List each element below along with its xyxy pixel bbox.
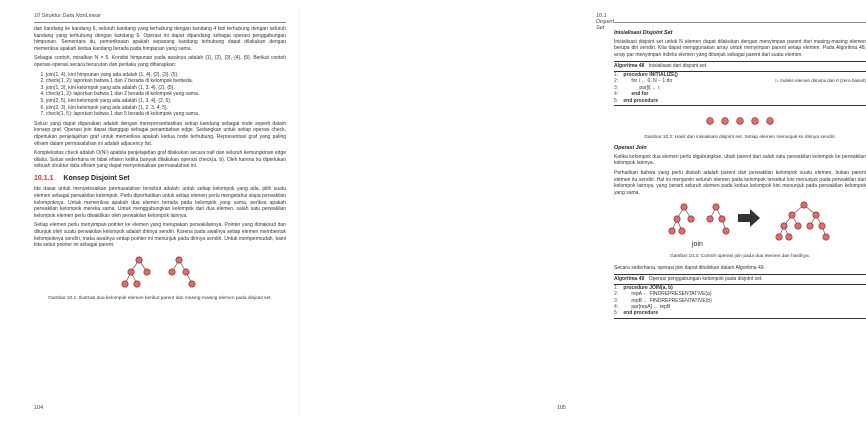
- singleton-node: [767, 118, 774, 125]
- code-text: end procedure: [623, 97, 659, 104]
- tree-node: [789, 212, 795, 218]
- operation-item: 5. join(2, 5), kini kelompok yang ada adalah {1, 3, 4}, {2, 5}.: [46, 98, 286, 105]
- tree-node: [723, 228, 729, 234]
- tree-node: [176, 257, 182, 263]
- tree-node: [669, 228, 675, 234]
- before-join-trees: [669, 204, 729, 234]
- algo49-intro: Secara sederhana, operasi join dapat dituliskan dalam Algoritma 49.: [614, 264, 765, 271]
- left-header-rule: [34, 22, 286, 23]
- tree-node: [134, 281, 140, 287]
- singleton-node: [752, 118, 759, 125]
- operations-list: [34, 72, 286, 118]
- tree-node: [776, 234, 782, 240]
- join-heading: Operasi Join: [614, 145, 647, 152]
- tree-node: [807, 223, 813, 229]
- right-content: [614, 26, 866, 323]
- section-number: 10.1.1: [34, 174, 54, 182]
- algorithm-48-header: [614, 62, 866, 72]
- tree-node: [707, 216, 713, 222]
- tree-node: [801, 202, 807, 208]
- intro-paragraph-1: dari kandang ke kandang 6, seluruh kandang yang terhubung dengan kandang 4 kini terhubung dengan seluruh kandang yang terhubung dengan kandang 6. Operasi ini dapat dipandang sebagai operasi penggabungan himpunan. Sementara itu, pemeriksaan apakah sepasang kandang terhubung dapat dilakukan dengan memeriksa apakah kedua kandang berada pada himpunan yang sama.: [34, 26, 286, 52]
- line-number: 4:: [614, 303, 619, 310]
- join-arrow: [738, 209, 760, 227]
- chapter-running-title: 10 Struktur Data NonLinear: [34, 13, 101, 19]
- tree-node: [781, 223, 787, 229]
- solution-paragraph: Solusi yang dapat digunakan adalah dengan merepresentasikan setiap kandang sebagai node seperti dalam konsep graf. Operasi join dapat dianggap sebagai penambahan edge. Sedangkan untuk setiap operasi check, diperlukan penjelajahan graf untuk memeriksa apakah kedua node terhubung. Representasi graf yang paling efisien dalam permasalahan ini adalah adjacency list.: [34, 120, 286, 147]
- tree-node: [681, 204, 687, 210]
- tree-node: [674, 216, 680, 222]
- algorithm-48-label: Algoritma 48: [614, 63, 645, 70]
- line-number: 5:: [614, 97, 619, 104]
- tree-node: [786, 234, 792, 240]
- concept-paragraph-1: Ide dasar untuk menyelesaikan permasalahan tersebut adalah: untuk setiap kelompok yang ada, pilih suatu elemen sebagai perwakilan kelompok. Perlu diperhatikan untuk setiap elemen perlu mengetahui siapa perwakilan kelompoknya. Untuk memeriksa apakah dua elemen berada pada kelompok yang sama, periksa apakah perwakilan kelompok mereka sama. Untuk menggabungkan kelompok dari dua elemen, salah satu perwakilan kelompok elemen perlu diwakilkan oleh perwakilan kelompok lainnya.: [34, 186, 286, 219]
- tree-node: [819, 223, 825, 229]
- left-page: [0, 0, 300, 424]
- line-number: 3:: [614, 297, 619, 304]
- tree-node: [189, 281, 195, 287]
- algorithm-48: [614, 61, 866, 106]
- after-join-tree: [776, 202, 829, 240]
- join-paragraph-1: Ketika kelompok dua elemen perlu digabungkan, ubah parent dari salah satu perwakilan kelompok ke perwakilan kelompok lainnya.: [614, 153, 866, 167]
- tree-node: [688, 216, 694, 222]
- operation-item: 3. join(1, 3), kini kelompok yang ada adalah {1, 3, 4}, {2}, {5}.: [46, 85, 286, 92]
- code-text: end procedure: [623, 310, 659, 317]
- tree-node: [795, 223, 801, 229]
- section-heading: [34, 176, 286, 183]
- singleton-node: [722, 118, 729, 125]
- right-page: [300, 0, 866, 424]
- figure-10-2: [614, 110, 866, 133]
- tree-node: [713, 204, 719, 210]
- algorithm-48-title: Inisialisasi dari disjoint set.: [648, 63, 708, 70]
- algorithm-line: [614, 98, 866, 104]
- tree-node: [122, 281, 128, 287]
- join-illustration: [614, 199, 866, 249]
- init-paragraph: Inisialisasi disjoint set untuk N elemen dapat dilakukan dengan menyimpan parent dari masing-masing elemen berupa diri sendiri. Kita dapat menggunakan array untuk menyimpan parent setiap elemen. Pada Algoritma 48, array par menyimpan indeks elemen yang ditunjuk sebagai parent dari suatu elemen.: [614, 38, 866, 58]
- line-number: 2:: [614, 291, 619, 298]
- code-text: repA ← FINDREPRESENTATIVE(a): [631, 291, 712, 298]
- init-heading: Inisialisasi Disjoint Set: [614, 30, 673, 36]
- code-text: par[i] ← i: [639, 84, 660, 91]
- figure-10-3: [614, 199, 866, 252]
- concept-paragraph-2: Setiap elemen perlu menyimpan pointer ke elemen yang merupakan perwakilannya. Pointer yang dimaksud dan ditunjuk oleh suatu perwakilan kelompok adalah dirinya sendiri. Karena pada awalnya setiap elemen membentuk kelompoknya sendiri, maka awalnya setiap pointer ini menunjuk pada dirinya sendiri. Untuk mempermudah, kami kita sebut pointer ini sebagai parent.: [34, 222, 286, 249]
- tree-node: [144, 269, 150, 275]
- code-text: procedure JOIN(a, b): [623, 284, 673, 291]
- section-running-title: 10.1 Disjoint Set: [595, 13, 614, 31]
- tree-node: [679, 228, 685, 234]
- singleton-node: [737, 118, 744, 125]
- complexity-paragraph: Kompleksitas check adalah O(N²) apabila penjelajahan graf dilakukan secara naif dan seluruh kemungkinan edge dilalui. Solusi sederhana ini tidak efisien ketika banyak dilakukan operasi check(a, b). Oleh karena itu diperlukan sebuah struktur data efisien yang dapat menyelesaikan permasalahan ini.: [34, 150, 286, 170]
- figure-10-2-caption: Gambar 10.2: Hasil dari inisialisasi disjoint set. Setiap elemen menunjuk ke dirinya sendiri.: [644, 134, 836, 140]
- figure-10-3-caption: Gambar 10.3: Contoh operasi join pada dua elemen dan hasilnya.: [669, 253, 810, 259]
- tree-node: [136, 257, 142, 263]
- join-label: join: [692, 241, 703, 249]
- algorithm-line: [614, 310, 866, 316]
- section-title: Konsep Disjoint Set: [63, 174, 130, 182]
- line-number: 1:: [614, 71, 619, 78]
- line-number: 3:: [614, 84, 619, 91]
- initialized-nodes-illustration: [614, 110, 866, 130]
- code-text: end for: [631, 91, 649, 98]
- operation-item: 1. join(1, 4), kini himpunan yang ada adalah {1, 4}, {2}, {3}, {5}.: [46, 72, 286, 79]
- join-paragraph-2: Perhatikan bahwa yang perlu diubah adalah parent dari perwakilan kelompok suatu elemen, bukan parent elemen itu sendiri. Hal ini menjamin seluruh elemen pada kelompok tersebut kini menunjuk pada perwakilan dari kelompok lainnya, yang berarti seluruh elemen pada kedua kelompok kini menunjuk pada perwakilan kelompok yang sama.: [614, 169, 866, 196]
- code-text: repB ← FINDREPRESENTATIVE(b): [631, 297, 712, 304]
- operation-item: 4. check(1, 2): laporkan bahwa 1 dan 2 berada di kelompok yang sama.: [46, 91, 286, 98]
- tree-node: [169, 269, 175, 275]
- tree-b: [169, 257, 195, 287]
- algorithm-49-header: [614, 275, 866, 285]
- figure-10-1-caption: Gambar 10.1: Ilustrasi dua kelompok elemen berikut parent dan masing-masing elemen pada disjoint set.: [48, 296, 272, 302]
- code-text: procedure INITIALIZE(): [623, 71, 678, 78]
- line-number: 5:: [614, 310, 619, 317]
- operation-item: 6. join(2, 3), kini kelompok yang ada adalah {1, 2, 3, 4, 5}.: [46, 105, 286, 112]
- code-text: for i ← 0, N − 1 do: [631, 78, 673, 85]
- left-content: [34, 26, 286, 307]
- tree-node: [813, 212, 819, 218]
- right-header-rule: [614, 22, 866, 23]
- two-trees-illustration: [34, 252, 286, 292]
- left-page-number: 104: [34, 405, 44, 411]
- tree-node: [719, 216, 725, 222]
- algorithm-49-label: Algoritma 49: [614, 276, 645, 283]
- code-text: par[repA] ← repB: [631, 303, 671, 310]
- line-number: 1:: [614, 284, 619, 291]
- figure-10-1: [34, 252, 286, 295]
- operation-item: 7. check(1, 5): laporkan bahwa 1 dan 5 berada di kelompok yang sama.: [46, 111, 286, 118]
- tree-node: [183, 269, 189, 275]
- tree-node: [823, 234, 829, 240]
- code-comment: ▷ Indeks elemen dimulai dari 0 (zero-based): [775, 78, 866, 84]
- operation-item: 2. check(1, 2): laporkan bahwa 1 dan 2 berada di kelompok berbeda.: [46, 78, 286, 85]
- singleton-node: [707, 118, 714, 125]
- intro-paragraph-2: Sebagai contoh, misalkan N = 5. Kondisi himpunan pada awalnya adalah {1}, {2}, {3}, {4}, {5}. Berikut contoh operasi-operasi secara berurutan dan perilaku yang diharapkan:: [34, 55, 286, 68]
- algorithm-49: [614, 274, 866, 319]
- right-page-number: 105: [556, 405, 566, 411]
- tree-node: [128, 269, 134, 275]
- line-number: 4:: [614, 91, 619, 98]
- line-number: 2:: [614, 78, 619, 85]
- tree-a: [122, 257, 150, 287]
- algorithm-49-title: Operasi penggabungan kelompok pada disjoint set.: [648, 276, 763, 283]
